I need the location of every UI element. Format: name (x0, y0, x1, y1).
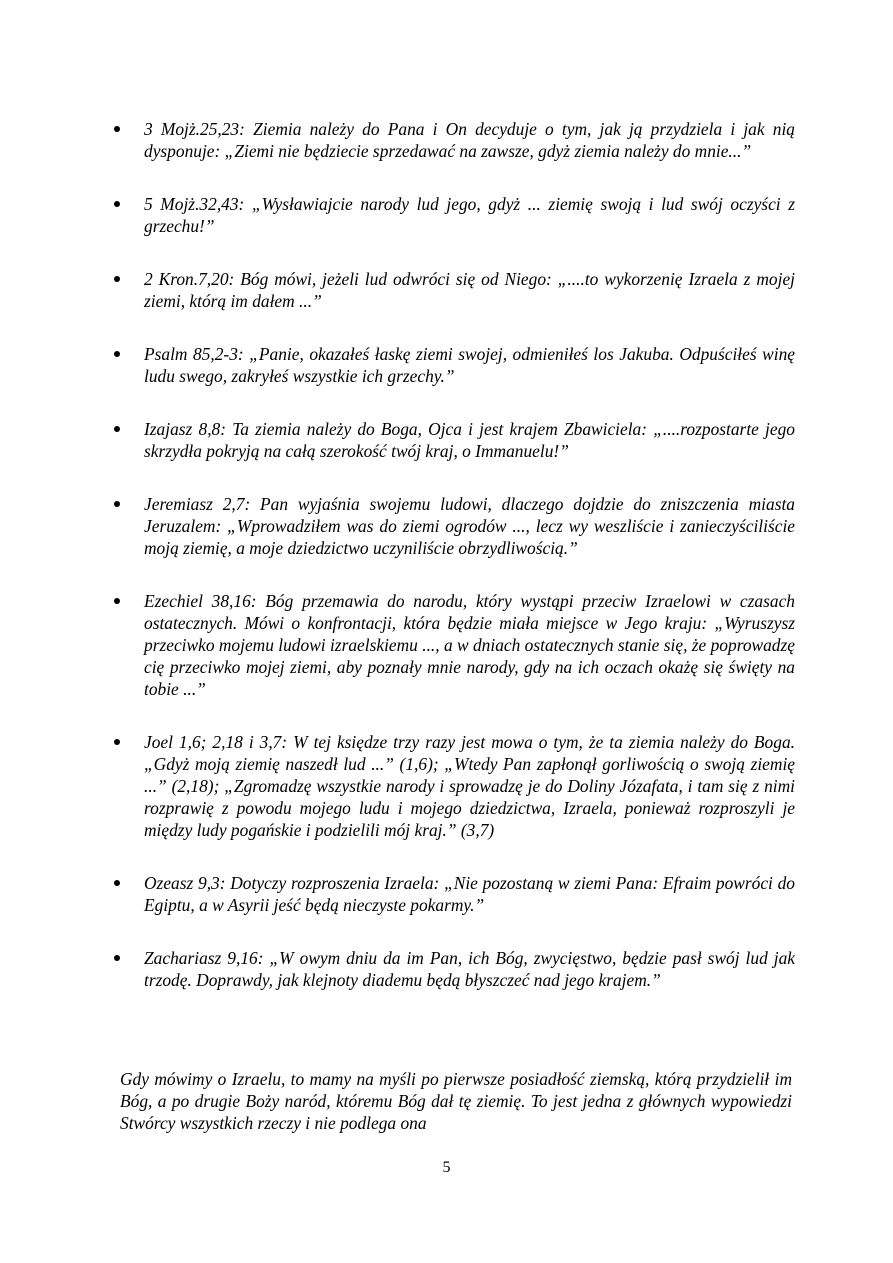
bullet-icon (114, 598, 120, 604)
list-item-text: Ezechiel 38,16: Bóg przemawia do narodu, który wystąpi przeciw Izraelowi w czasach ostatecznych. Mówi o konfrontacji, która będzie miała miejsce w Jego kraju: „Wyruszysz przeciwko mojemu ludowi izraelskiemu ..., a w dniach ostatecznych stanie się, że poprowadzę cię przeciwko mojej ziemi, aby poznały mnie narody, gdy na ich oczach okażę się święty na tobie ...” (144, 591, 795, 699)
list-item-text: Izajasz 8,8: Ta ziemia należy do Boga, Ojca i jest krajem Zbawiciela: „....rozpostarte jego skrzydła pokryją na całą szerokość twój kraj, o Immanuelu!” (144, 419, 795, 461)
list-item (110, 872, 795, 916)
list-item (110, 418, 795, 462)
bullet-icon (114, 426, 120, 432)
list-item-text: 5 Mojż.32,43: „Wysławiajcie narody lud jego, gdyż ... ziemię swoją i lud swój oczyści z grzechu!” (144, 194, 795, 236)
bullet-icon (114, 276, 120, 282)
list-item (110, 118, 795, 162)
bullet-icon (114, 201, 120, 207)
list-item (110, 193, 795, 237)
list-item-text: Psalm 85,2-3: „Panie, okazałeś łaskę ziemi swojej, odmieniłeś los Jakuba. Odpuściłeś winę ludu swego, zakryłeś wszystkie ich grzechy.” (144, 344, 795, 386)
bullet-icon (114, 880, 120, 886)
bullet-icon (114, 126, 120, 132)
scripture-list (110, 118, 795, 1022)
list-item (110, 590, 795, 700)
list-item (110, 268, 795, 312)
page-number: 5 (442, 1159, 451, 1176)
list-item-text: Zachariasz 9,16: „W owym dniu da im Pan, ich Bóg, zwycięstwo, będzie pasł swój lud jak trzodę. Doprawdy, jak klejnoty diademu będą błyszczeć nad jego krajem.” (144, 948, 795, 990)
bullet-icon (114, 351, 120, 357)
list-item (110, 731, 795, 841)
list-item-text: 3 Mojż.25,23: Ziemia należy do Pana i On decyduje o tym, jak ją przydziela i jak nią dysponuje: „Ziemi nie będziecie sprzedawać na zawsze, gdyż ziemia należy do mnie...” (144, 119, 795, 161)
bullet-icon (114, 739, 120, 745)
list-item (110, 343, 795, 387)
list-item (110, 947, 795, 991)
list-item-text: Joel 1,6; 2,18 i 3,7: W tej księdze trzy razy jest mowa o tym, że ta ziemia należy do Boga. „Gdyż moją ziemię naszedł lud ...” (1,6); „Wtedy Pan zapłonął gorliwością o swoją ziemię ...” (2,18); „Zgromadzę wszystkie narody i sprowadzę je do Doliny Józafata, i tam się z nimi rozprawię z powodu mojego ludu i mojego dziedzictwa, Izraela, ponieważ rozproszyli je między ludy pogańskie i podzielili mój kraj.” (3,7) (144, 732, 795, 840)
bullet-icon (114, 955, 120, 961)
list-item-text: Jeremiasz 2,7: Pan wyjaśnia swojemu ludowi, dlaczego dojdzie do zniszczenia miasta Jeruzalem: „Wprowadziłem was do ziemi ogrodów ..., lecz wy weszliście i zanieczyściliście moją ziemię, a moje dziedzictwo uczyniliście obrzydliwością.” (144, 494, 795, 558)
list-item (110, 493, 795, 559)
list-item-text: 2 Kron.7,20: Bóg mówi, jeżeli lud odwróci się od Niego: „....to wykorzenię Izraela z mojej ziemi, którą im dałem ...” (144, 269, 795, 311)
closing-paragraph: Gdy mówimy o Izraelu, to mamy na myśli po pierwsze posiadłość ziemską, którą przydzielił im Bóg, a po drugie Boży naród, któremu Bóg dał tę ziemię. To jest jedna z głównych wypowiedzi Stwórcy wszystkich rzeczy i nie podlega ona (120, 1069, 792, 1133)
list-item-text: Ozeasz 9,3: Dotyczy rozproszenia Izraela: „Nie pozostaną w ziemi Pana: Efraim powróci do Egiptu, a w Asyrii jeść będą nieczyste pokarmy.” (144, 873, 795, 915)
bullet-icon (114, 501, 120, 507)
